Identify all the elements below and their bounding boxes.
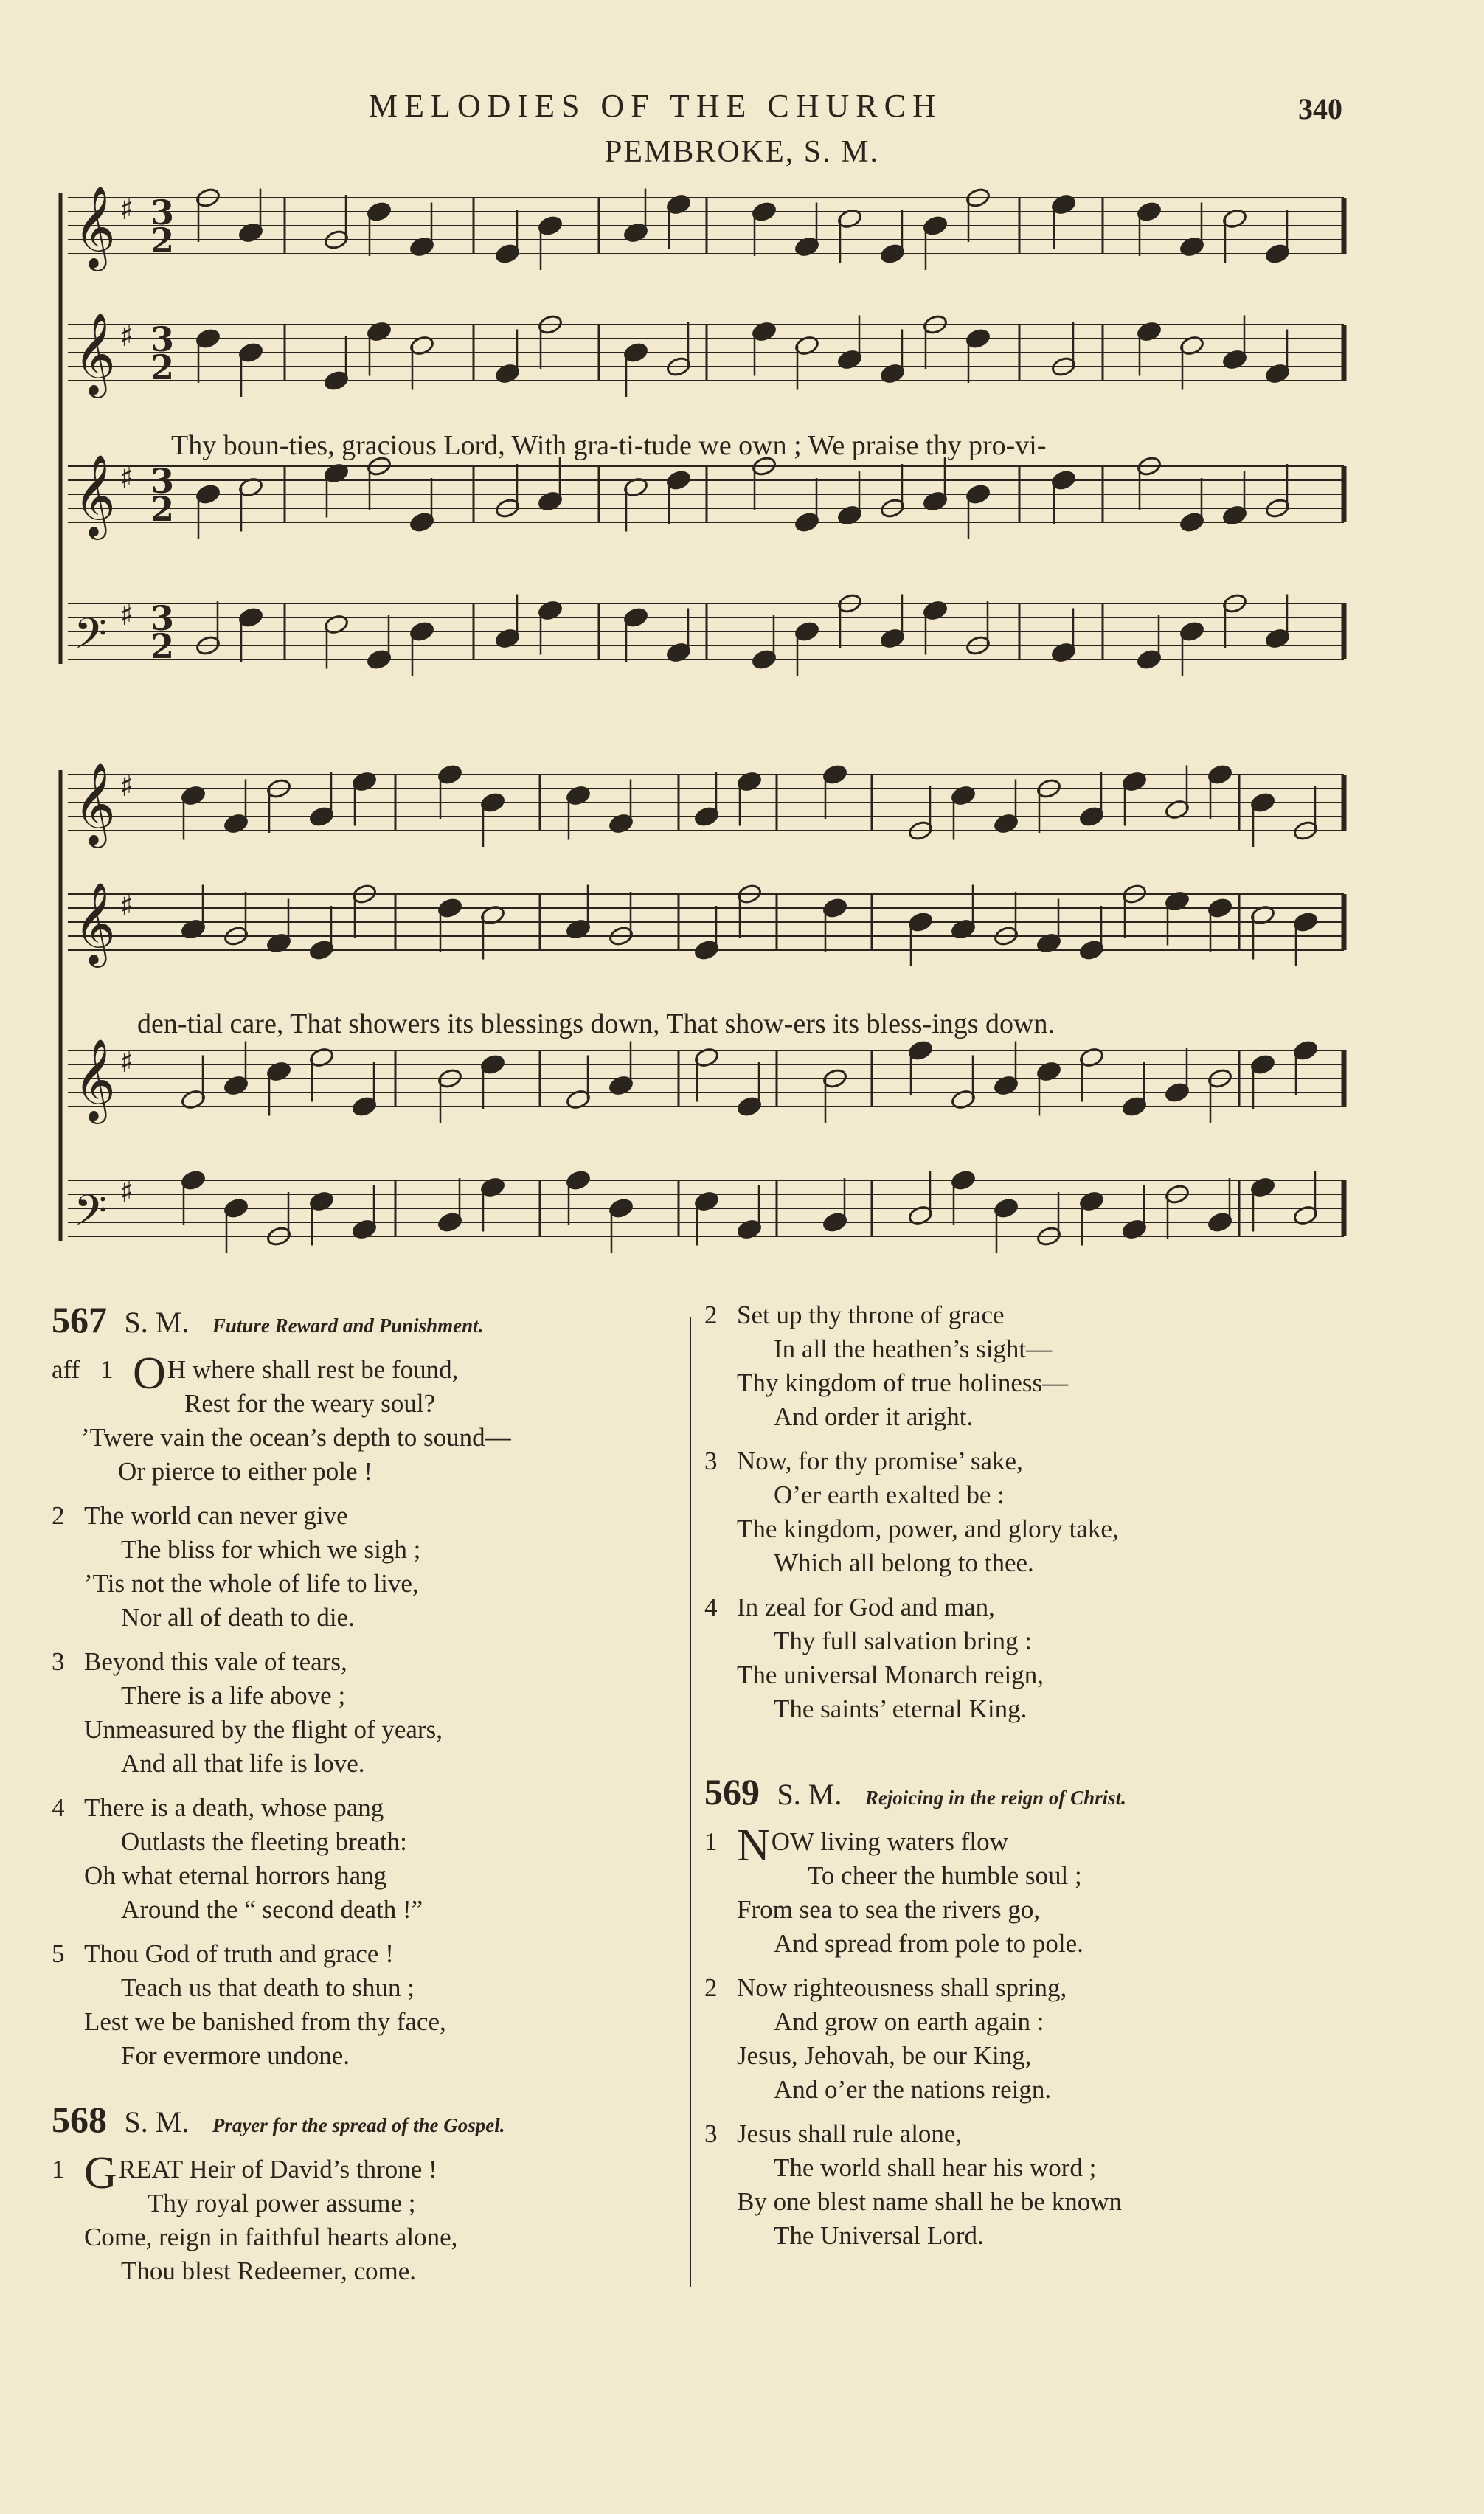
- verse-line: [52, 1348, 715, 1399]
- time-signature-icon: 3: [150, 461, 175, 501]
- verse-line: [52, 1791, 715, 1825]
- verse: [52, 1791, 715, 1927]
- verse-line: There is a life above ;: [121, 1681, 346, 1710]
- verse-line: Unmeasured by the flight of years,: [84, 1715, 443, 1744]
- verse-line: The Universal Lord.: [774, 2221, 984, 2250]
- verse: [704, 1590, 1368, 1726]
- hymn-567: [52, 1298, 715, 2073]
- right-column: [704, 1298, 1368, 2263]
- treble-clef-icon: 𝄞: [74, 882, 116, 964]
- verse-number: 4: [704, 1593, 718, 1621]
- verse-line-text: The world can never give: [84, 1501, 348, 1530]
- verse-line: The saints’ eternal King.: [774, 1694, 1027, 1723]
- verse-line: [704, 1971, 1368, 2005]
- sharp-icon: ♯: [119, 1045, 134, 1079]
- spacer: [704, 1736, 1368, 1770]
- sharp-icon: ♯: [119, 461, 134, 495]
- time-signature-icon: 2: [150, 489, 175, 529]
- sharp-icon: ♯: [119, 1175, 134, 1209]
- verse: [704, 1298, 1368, 1434]
- sharp-icon: ♯: [119, 889, 134, 923]
- spacer: [52, 2083, 715, 2098]
- verse-line: By one blest name shall he be known: [737, 2187, 1122, 2216]
- verse-line: [704, 2117, 1368, 2151]
- verse-line: [704, 1590, 1368, 1624]
- verse: [52, 2148, 715, 2288]
- verse-number: 1: [52, 2155, 65, 2184]
- verse-line-text: Set up thy throne of grace: [737, 1301, 1005, 1329]
- drop-cap: O: [133, 1348, 166, 1399]
- treble-clef-icon: 𝄞: [74, 762, 116, 845]
- verse-line: And spread from pole to pole.: [774, 1929, 1083, 1958]
- verse-line: In all the heathen’s sight—: [774, 1334, 1053, 1363]
- lyrics-line-2: den-tial care, That showers its blessings down, That show-ers its bless-ings down.: [137, 1008, 1055, 1039]
- verse-line: Rest for the weary soul?: [184, 1389, 436, 1418]
- verse-line: And order it aright.: [774, 1402, 974, 1431]
- verse-line: The bliss for which we sigh ;: [121, 1535, 421, 1564]
- verse-number: 5: [52, 1939, 65, 1968]
- verse-line: Around the “ second death !”: [121, 1895, 423, 1924]
- hymn-569: [704, 1770, 1368, 2253]
- verse-line-text: In zeal for God and man,: [737, 1593, 995, 1621]
- verse-line: To cheer the humble soul ;: [808, 1861, 1082, 1890]
- verse-line: And all that life is love.: [121, 1749, 365, 1778]
- lyrics-line-1: Thy boun-ties, gracious Lord, With gra-ti-tude we own ; We praise thy pro-vi-: [171, 430, 1047, 461]
- treble-clef-icon: 𝄞: [74, 185, 116, 268]
- verse-line-text: There is a death, whose pang: [84, 1793, 384, 1822]
- verse-number: 4: [52, 1793, 65, 1822]
- verse-line: Which all belong to thee.: [774, 1548, 1034, 1577]
- hymn-subject: Prayer for the spread of the Gospel.: [212, 2114, 505, 2136]
- verse-line: For evermore undone.: [121, 2041, 350, 2070]
- verse: [52, 1937, 715, 2073]
- verse-line: Nor all of death to die.: [121, 1603, 355, 1632]
- time-signature-icon: 2: [150, 626, 175, 666]
- verse: [704, 1821, 1368, 1961]
- hymn-subject: Rejoicing in the reign of Christ.: [864, 1787, 1126, 1809]
- verse-number: 2: [704, 1973, 718, 2002]
- time-signature-icon: 3: [150, 193, 175, 232]
- verse: [52, 1348, 715, 1489]
- verse-line: ’Twere vain the ocean’s depth to sound—: [81, 1423, 511, 1452]
- page-number: 340: [1298, 92, 1342, 125]
- hymn-number: 568: [52, 2099, 107, 2140]
- verse: [52, 1645, 715, 1781]
- time-signature-icon: 3: [150, 598, 175, 638]
- verse-line: The world shall hear his word ;: [774, 2153, 1097, 2182]
- hymn-heading: [52, 1298, 715, 1341]
- verse-line: The universal Monarch reign,: [737, 1661, 1044, 1689]
- verse: [704, 2117, 1368, 2253]
- verse-line-text: Beyond this vale of tears,: [84, 1647, 347, 1676]
- time-signature-icon: 2: [150, 221, 175, 260]
- sharp-icon: ♯: [119, 769, 134, 803]
- verse: [704, 1444, 1368, 1580]
- verse-number: 3: [704, 2119, 718, 2148]
- treble-clef-icon: 𝄞: [74, 312, 116, 395]
- verse-line-text: H where shall rest be found,: [167, 1355, 459, 1384]
- verse: [52, 1499, 715, 1635]
- bass-clef-icon: 𝄢: [74, 1185, 108, 1246]
- verse-line: [52, 2148, 715, 2198]
- verse-line-text: Now righteousness shall spring,: [737, 1973, 1067, 2002]
- drop-cap: G: [84, 2148, 117, 2198]
- hymn-heading: [52, 2098, 715, 2141]
- hymn-meter: S. M.: [124, 1306, 190, 1339]
- sharp-icon: ♯: [119, 193, 134, 226]
- running-title: MELODIES OF THE CHURCH: [369, 88, 943, 124]
- verse-line-text: Now, for thy promise’ sake,: [737, 1447, 1023, 1475]
- verse-line-text: REAT Heir of David’s throne !: [118, 2155, 437, 2184]
- sharp-icon: ♯: [119, 598, 134, 632]
- verse-number: 1: [100, 1355, 114, 1384]
- verse-line-text: OW living waters flow: [771, 1827, 1008, 1856]
- verse-number: 1: [704, 1827, 718, 1856]
- verse-line: Come, reign in faithful hearts alone,: [84, 2223, 458, 2251]
- verse-line: Thy full salvation bring :: [774, 1627, 1032, 1655]
- verse-line: Teach us that death to shun ;: [121, 1973, 415, 2002]
- drop-cap: N: [737, 1821, 770, 1871]
- verse-line: ’Tis not the whole of life to live,: [84, 1569, 419, 1598]
- verse-line: [704, 1444, 1368, 1478]
- tune-title: PEMBROKE, S. M.: [605, 135, 879, 169]
- hymn-subject: Future Reward and Punishment.: [212, 1315, 484, 1337]
- verse-number: 2: [704, 1301, 718, 1329]
- verse: [704, 1971, 1368, 2107]
- verse-line: O’er earth exalted be :: [774, 1481, 1005, 1509]
- verse-line: [52, 1645, 715, 1679]
- verse-line: Thou blest Redeemer, come.: [121, 2257, 416, 2285]
- verse-line: Oh what eternal horrors hang: [84, 1861, 387, 1890]
- hymn-number: 569: [704, 1771, 760, 1812]
- verse-line: [704, 1821, 1368, 1871]
- verse-line-text: Thou God of truth and grace !: [84, 1939, 394, 1968]
- treble-clef-icon: 𝄞: [74, 454, 116, 536]
- verse-line: Outlasts the fleeting breath:: [121, 1827, 407, 1856]
- sharp-icon: ♯: [119, 319, 134, 353]
- verse-line: [704, 1298, 1368, 1332]
- verse-line: [52, 1937, 715, 1971]
- verse-line: And o’er the nations reign.: [774, 2075, 1052, 2104]
- verse-line: From sea to sea the rivers go,: [737, 1895, 1041, 1924]
- hymn-heading: [704, 1770, 1368, 1813]
- bass-clef-icon: 𝄢: [74, 609, 108, 669]
- left-column: [52, 1298, 715, 2299]
- verse-number: 3: [52, 1647, 65, 1676]
- verse-line-text: Jesus shall rule alone,: [737, 2119, 963, 2148]
- margin-note: aff: [52, 1355, 80, 1384]
- time-signature-icon: 3: [150, 319, 175, 359]
- verse-line: And grow on earth again :: [774, 2007, 1044, 2036]
- verse-line: Thy royal power assume ;: [148, 2189, 416, 2217]
- verse-number: 2: [52, 1501, 65, 1530]
- verse-line: Or pierce to either pole !: [118, 1457, 372, 1486]
- hymn-meter: S. M.: [124, 2105, 190, 2139]
- time-signature-icon: 2: [150, 347, 175, 387]
- verse-line: Jesus, Jehovah, be our King,: [737, 2041, 1032, 2070]
- verse-line: Lest we be banished from thy face,: [84, 2007, 446, 2036]
- treble-clef-icon: 𝄞: [74, 1038, 116, 1121]
- hymn-568: [52, 2098, 715, 2288]
- verse-line: The kingdom, power, and glory take,: [737, 1514, 1119, 1543]
- hymn-meter: S. M.: [777, 1778, 842, 1811]
- hymn-number: 567: [52, 1299, 107, 1340]
- verse-line: Thy kingdom of true holiness—: [737, 1368, 1069, 1397]
- verse-number: 3: [704, 1447, 718, 1475]
- verse-line: [52, 1499, 715, 1533]
